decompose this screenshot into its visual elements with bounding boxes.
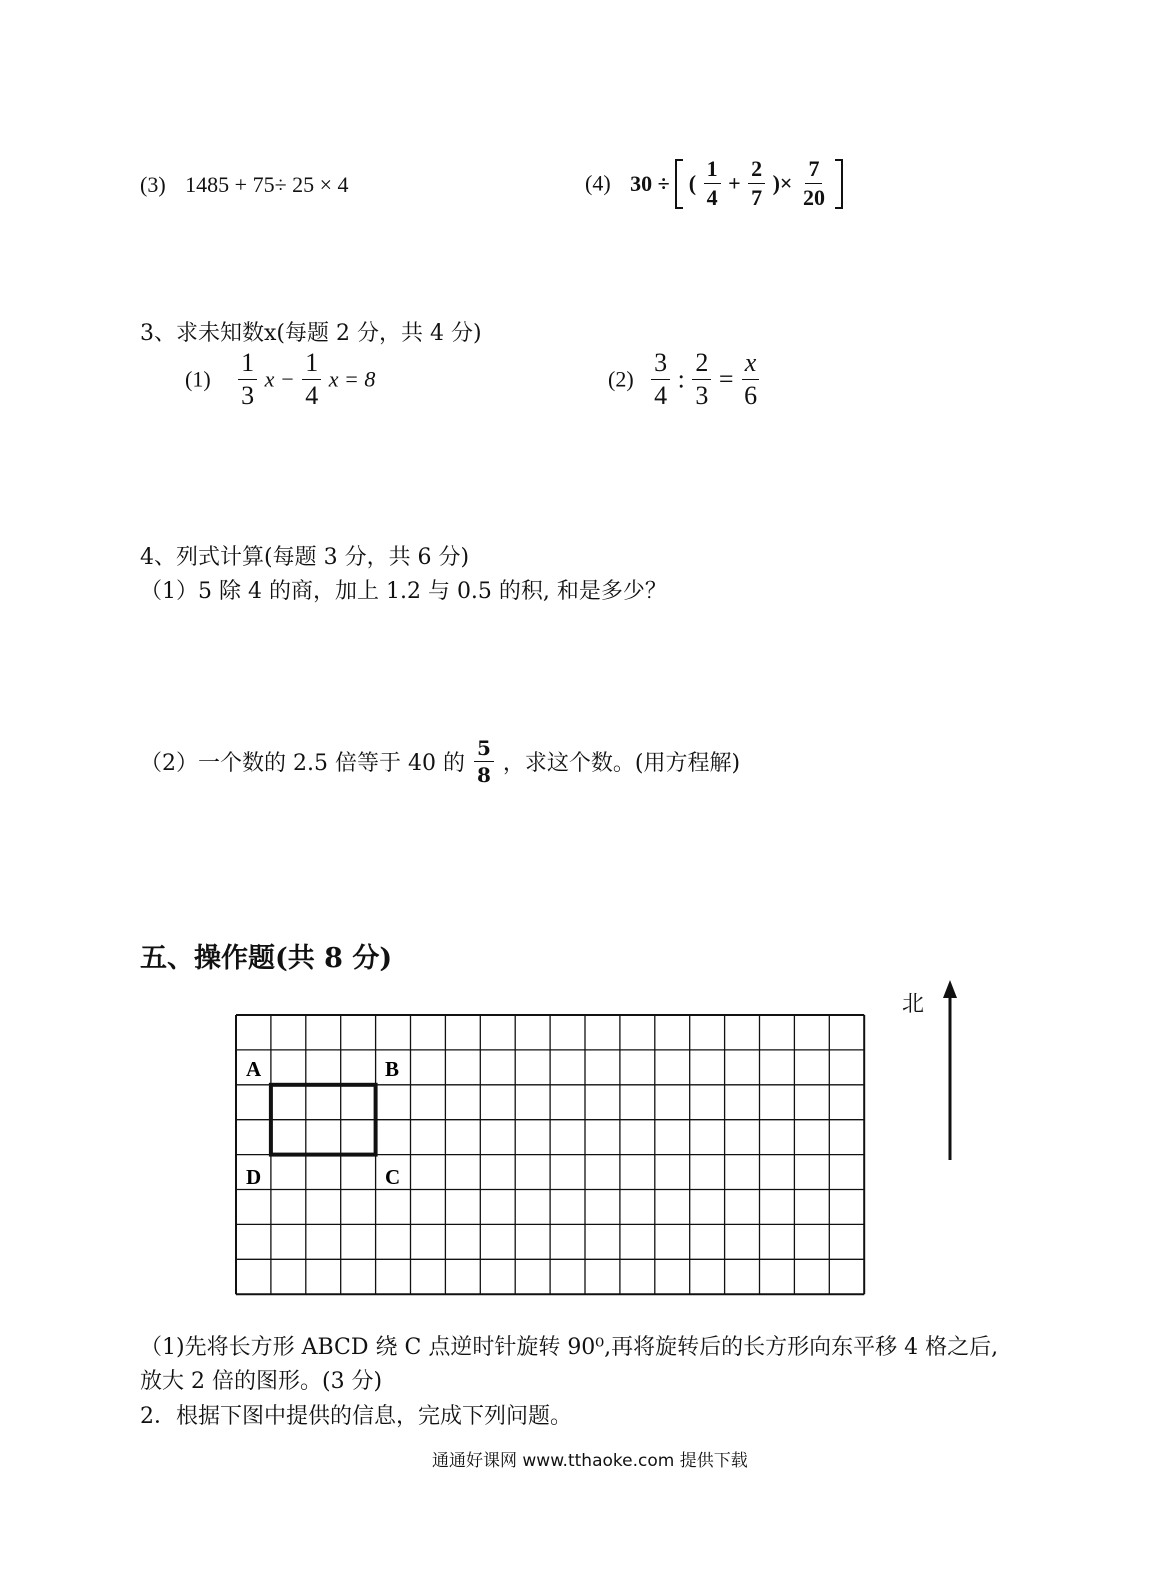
- instruction-1: （1)先将长方形 ABCD 绕 C 点逆时针旋转 90⁰,再将旋转后的长方形向东平移 4 格之后,: [140, 1335, 999, 1360]
- fraction-x-6: $\frac{x}{6}$: [741, 350, 760, 409]
- footer-credit: 通通好课网 www.tthaoke.com 提供下载: [432, 1451, 748, 1471]
- corner-label-b: B: [385, 1057, 400, 1081]
- problem-4-lead: 30 ÷: [630, 170, 670, 196]
- q4-p2-after: ，求这个数。(用方程解): [502, 751, 741, 776]
- north-label: 北: [902, 992, 925, 1017]
- q4-title: 4、列式计算(每题 3 分，共 6 分): [140, 545, 470, 570]
- q3-problem-1-label: (1): [185, 366, 211, 392]
- equals: =: [718, 364, 734, 394]
- plus-sign: +: [728, 170, 741, 196]
- problem-3-expression: 1485 + 75÷ 25 × 4: [185, 172, 349, 197]
- colon: :: [677, 364, 685, 394]
- q4-problem-1: （1）5 除 4 的商，加上 1.2 与 0.5 的积, 和是多少？: [140, 579, 667, 604]
- q3-title: 3、求未知数x(每题 2 分，共 4 分): [140, 321, 482, 346]
- q3-p1-tail: x = 8: [328, 366, 376, 392]
- corner-label-d: D: [246, 1165, 262, 1189]
- fraction-2-3: $\frac{2}{3}$: [692, 350, 711, 409]
- problem-4-label: (4): [585, 170, 611, 196]
- corner-label-a: A: [246, 1057, 262, 1081]
- fraction-1-4: $\frac{1}{4}$: [704, 158, 721, 209]
- corner-label-c: C: [385, 1165, 401, 1189]
- section-5-title: 五、操作题(共 8 分): [140, 943, 393, 974]
- north-arrow-icon: [943, 980, 957, 1160]
- fraction-7-20: $\frac{7}{20}$: [802, 156, 825, 210]
- problem-4-paren-open: (: [688, 170, 697, 196]
- q3-p1-mid: x −: [264, 366, 295, 392]
- q3-problem-2-label: (2): [608, 366, 634, 392]
- fraction-1-3: $\frac{1}{3}$: [238, 350, 257, 409]
- instruction-1-cont: 放大 2 倍的图形。(3 分): [140, 1369, 383, 1394]
- problem-3-label: (3): [140, 172, 166, 197]
- q4-p2-before: （2）一个数的 2.5 倍等于 40 的: [140, 751, 465, 776]
- fraction-2-7: $\frac{2}{7}$: [748, 158, 765, 209]
- fraction-1-4b: $\frac{1}{4}$: [302, 350, 321, 409]
- fraction-3-4: $\frac{3}{4}$: [651, 350, 670, 409]
- paren-close-times: )×: [772, 170, 793, 196]
- fraction-5-8: $\frac{5}{8}$: [474, 738, 494, 785]
- instruction-2: 2．根据下图中提供的信息，完成下列问题。: [140, 1404, 572, 1429]
